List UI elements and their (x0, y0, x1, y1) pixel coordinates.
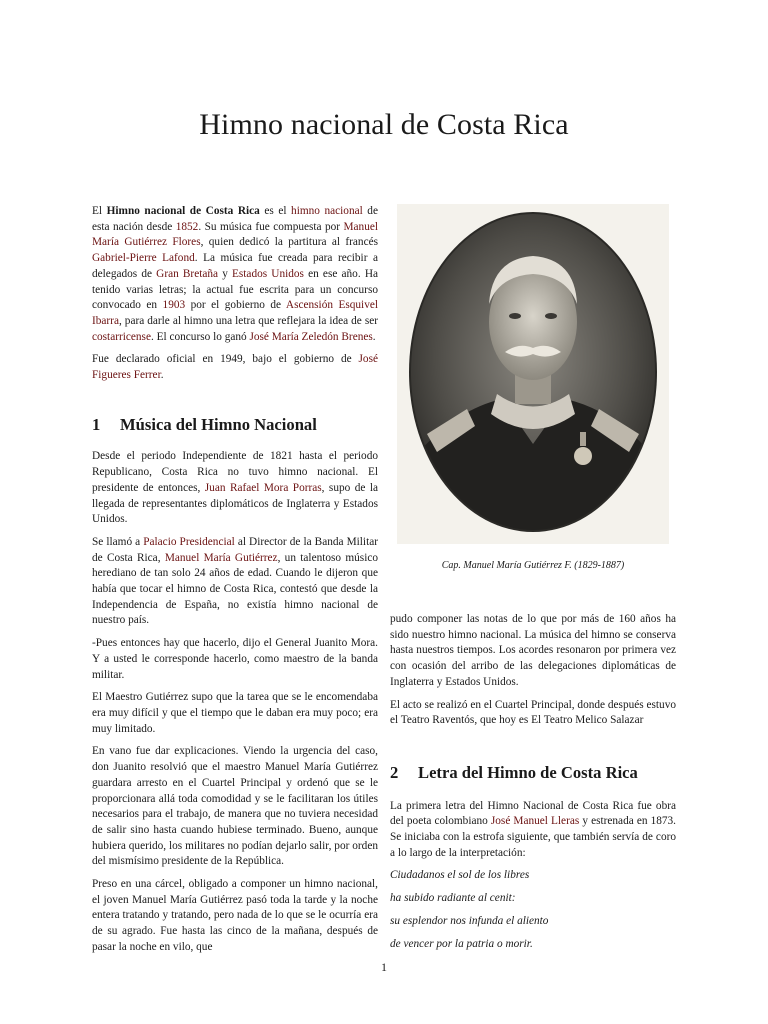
link-manuel-maria-gutierrez-flores[interactable]: Manuel María Gutiérrez Flores (92, 220, 378, 249)
paragraph: Preso en una cárcel, obligado a componer un himno nacional, el joven Manuel María Gutiérrez pasó toda la tarde y la noche entera tratando y tratando, pero nada de lo que se le ocurría era de su agrado. Fue hasta las cinco de la mañana, después de pasar la noche en vilo, que (92, 878, 378, 953)
paragraph: La primera letra del Himno Nacional de Costa Rica fue obra del poeta colombiano José Manuel Lleras y estrenada en 1873. Se iniciaba con la estrofa siguiente, que también servía de coro a lo largo de la interpretación: (390, 799, 676, 859)
link-gran-bretana[interactable]: Gran Bretaña (156, 267, 219, 280)
paragraph: El Maestro Gutiérrez supo que la tarea que se le encomendaba era muy difícil y que el tiempo que le daban era muy poco; era muy limitado. (92, 691, 378, 735)
link-juan-rafael-mora-porras[interactable]: Juan Rafael Mora Porras (204, 481, 322, 494)
link-ascension-esquivel-ibarra[interactable]: Ascensión Esquivel Ibarra (92, 299, 378, 327)
section-heading-letra (390, 762, 676, 782)
verse-line: su esplendor nos infunda el aliento (390, 914, 549, 927)
intro-paragraph: El Himno nacional de Costa Rica es el himno nacional de esta nación desde 1852. Su música fue compuesta por Manuel María Gutiérrez Flores, quien dedicó la partitura al francés Gabriel-Pierre Lafond. La música fue creada para recibir a delegados de Gran Bretaña y Estados Unidos en ese año. Ha tenido varias letras; la actual fue escrita para un concurso convocado en 1903 por el gobierno de Ascensión Esquivel Ibarra, para darle al himno una letra que reflejara la idea de ser costarricense. El concurso lo ganó José María Zeledón Brenes. (92, 205, 378, 343)
link-jose-figueres-ferrer[interactable]: José Figueres Ferrer (92, 353, 378, 382)
paragraph-continued: pudo componer las notas de lo que por más de 160 años ha sido nuestro himno nacional. La música del himno se conserva hasta nuestros tiempos. Los acordes resonaron por primera vez con ocasión del arribo de las delegaciones diplomáticas de Inglaterra y Estados Unidos. (390, 613, 676, 688)
link-himno-nacional[interactable]: himno nacional (291, 205, 363, 217)
verse-line: de vencer por la patria o morir. (390, 937, 533, 950)
right-column (390, 612, 676, 959)
link-jose-manuel-lleras[interactable]: José Manuel Lleras (490, 815, 580, 828)
link-costarricense[interactable]: costarricense (92, 330, 151, 343)
intro-paragraph-2: Fue declarado oficial en 1949, bajo el gobierno de José Figueres Ferrer. (92, 353, 378, 382)
link-gabriel-pierre-lafond[interactable]: Gabriel-Pierre Lafond (92, 252, 195, 265)
verse-line: Ciudadanos el sol de los libres (390, 869, 530, 882)
page-number: 1 (381, 960, 387, 974)
section-number: 2 (390, 762, 399, 782)
section-title: Música del Himno Nacional (120, 414, 317, 434)
link-1852[interactable]: 1852 (175, 220, 199, 233)
portrait-figure (397, 204, 669, 571)
link-1903[interactable]: 1903 (162, 299, 186, 312)
paragraph: Se llamó a Palacio Presidencial al Director de la Banda Militar de Costa Rica, Manuel María Gutiérrez, un talentoso músico herediano de tan solo 24 años de edad. Cuando le dijeron que había que tocar el himno de Costa Rica, contestó que desde la Independencia de España, no existía himno nacional de nuestro país. (92, 535, 378, 627)
section-heading-musica (92, 414, 378, 434)
figure-caption: Cap. Manuel María Gutiérrez F. (1829-1887) (441, 560, 625, 571)
paragraph: El acto se realizó en el Cuartel Principal, donde después estuvo el Teatro Raventós, que hoy es El Teatro Melico Salazar (390, 698, 676, 727)
section-title: Letra del Himno de Costa Rica (418, 762, 638, 782)
portrait-image (397, 204, 669, 544)
link-estados-unidos[interactable]: Estados Unidos (232, 267, 304, 280)
page-title: Himno nacional de Costa Rica (199, 108, 569, 141)
link-jose-maria-zeledon-brenes[interactable]: José María Zeledón Brenes (249, 330, 373, 343)
paragraph: En vano fue dar explicaciones. Viendo la urgencia del caso, don Juanito resolvió que el maestro Manuel María Gutiérrez guardara arresto en el Cuartel Principal y ordenó que se le proporcionara allá toda comodidad y se le facilitaran los útiles necesarios para el trabajo, de manera que no tuviera necesidad de salir sino hasta cuando hubiese terminado. Bueno, aunque hubiera querido, los militares no podían dejarlo salir, por orden del mismísimo presidente de la República. (92, 745, 378, 868)
link-manuel-maria-gutierrez[interactable]: Manuel María Gutiérrez (164, 551, 278, 564)
paragraph: -Pues entonces hay que hacerlo, dijo el General Juanito Mora. Y a usted le corresponde hacerlo, como maestro de la banda militar. (92, 637, 378, 681)
section-number: 1 (92, 414, 101, 434)
paragraph: Desde el periodo Independiente de 1821 hasta el periodo Republicano, Costa Rica no tuvo himno nacional. El presidente de entonces, Juan Rafael Mora Porras, supo de la llegada de representantes diplomáticos de Inglaterra y Estados Unidos. (92, 450, 378, 526)
left-column (92, 204, 378, 963)
link-palacio-presidencial[interactable]: Palacio Presidencial (143, 535, 235, 548)
verse-line: ha subido radiante al cenit: (390, 892, 516, 905)
